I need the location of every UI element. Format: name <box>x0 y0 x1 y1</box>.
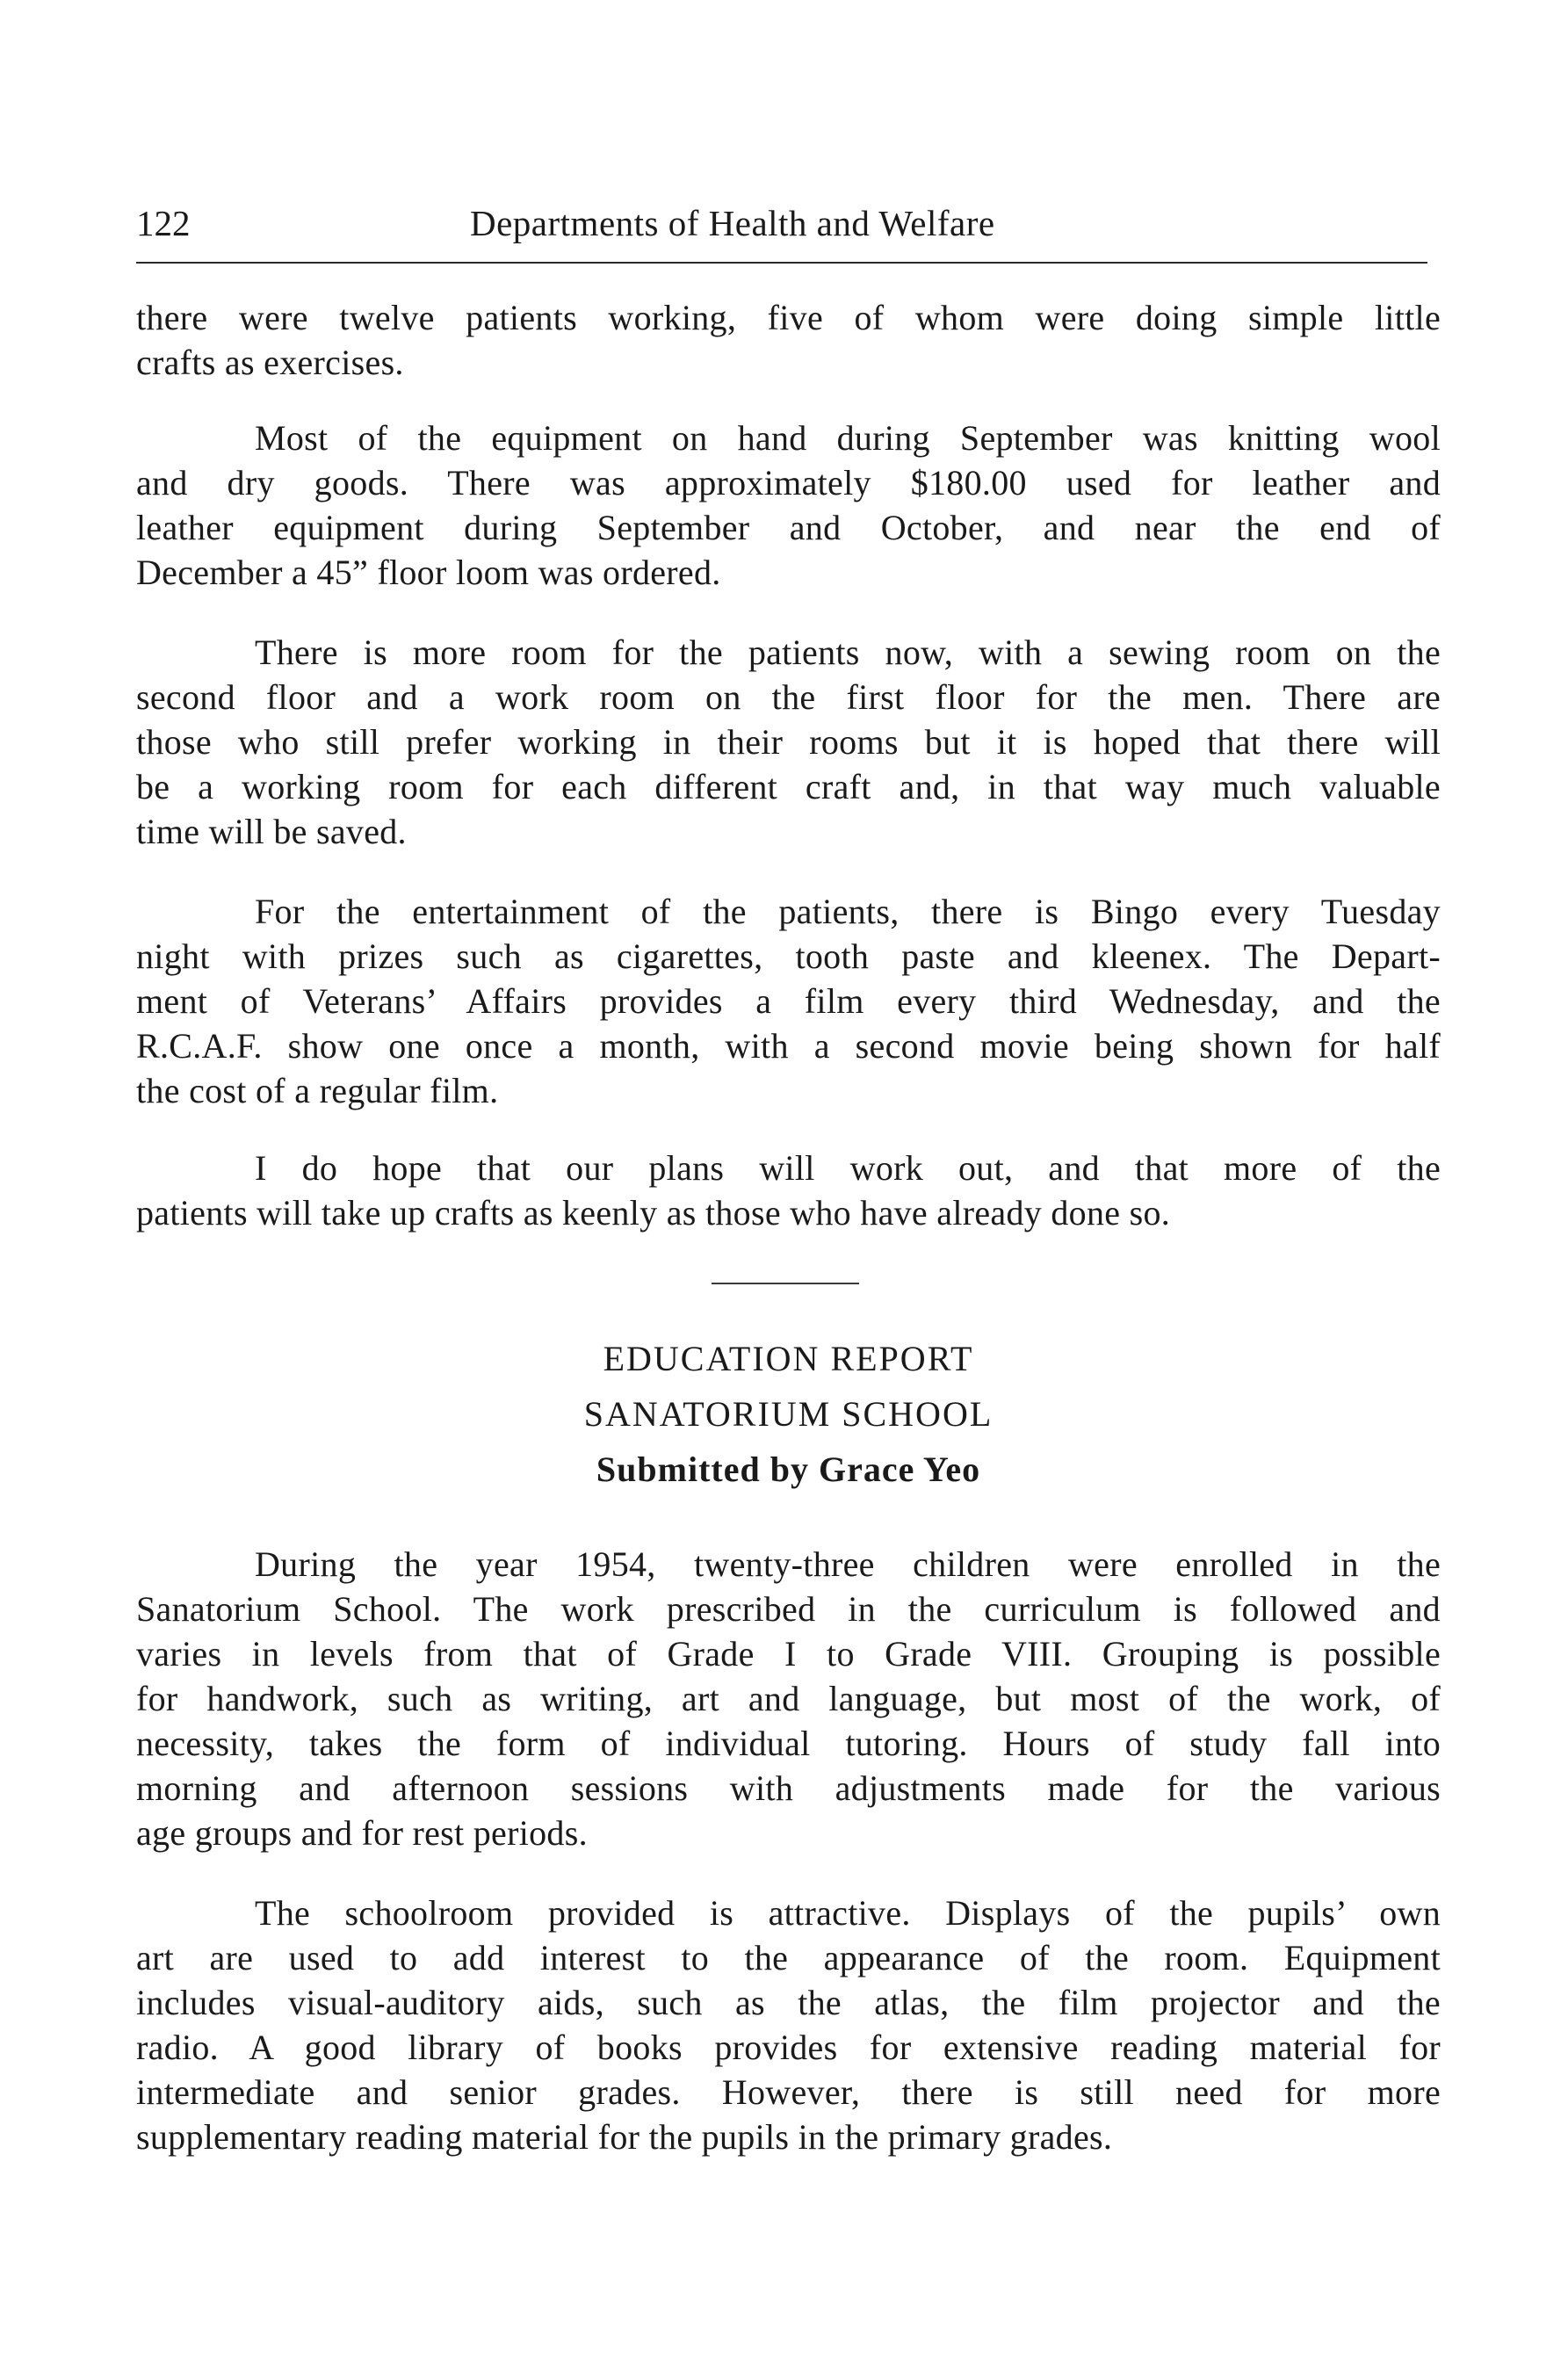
page-number: 122 <box>136 203 191 243</box>
paragraph <box>136 416 1441 595</box>
paragraph-line: those who still prefer working in their rooms but it is hoped that there will <box>136 722 1441 762</box>
paragraph <box>136 889 1441 1113</box>
paragraph-line: There is more room for the patients now, with a sewing room on the <box>255 633 1441 672</box>
paragraph-line: for handwork, such as writing, art and language, but most of the work, of <box>136 1679 1441 1718</box>
paragraph <box>136 1890 1441 2159</box>
paragraph-line: For the entertainment of the patients, there is Bingo every Tuesday <box>255 892 1441 931</box>
paragraph-line: age groups and for rest periods. <box>136 1813 588 1853</box>
paragraph-line: the cost of a regular film. <box>136 1071 499 1110</box>
header-rule <box>136 262 1427 264</box>
paragraph-line: art are used to add interest to the appearance of the room. Equipment <box>136 1938 1441 1977</box>
running-header <box>136 197 1441 249</box>
paragraph <box>136 1146 1441 1235</box>
paragraph-line: morning and afternoon sessions with adjustments made for the various <box>136 1768 1441 1808</box>
paragraph-line: varies in levels from that of Grade I to Grade VIII. Grouping is possible <box>136 1634 1441 1674</box>
section-heading: EDUCATION REPORT <box>603 1339 974 1378</box>
paragraph-line: The schoolroom provided is attractive. Displays of the pupils’ own <box>255 1893 1441 1933</box>
paragraph <box>136 630 1441 854</box>
paragraph-line: radio. A good library of books provides for extensive reading material for <box>136 2028 1441 2067</box>
paragraph-line: there were twelve patients working, five of whom were doing simple little <box>136 298 1441 337</box>
paragraph-line: includes visual-auditory aids, such as the atlas, the film projector and the <box>136 1983 1441 2022</box>
paragraph-line: R.C.A.F. show one once a month, with a second movie being shown for half <box>136 1026 1441 1066</box>
paragraph-line: December a 45” floor loom was ordered. <box>136 553 721 592</box>
paragraph-line: I do hope that our plans will work out, and that more of the <box>255 1148 1441 1188</box>
paragraph-line: During the year 1954, twenty-three children were enrolled in the <box>255 1544 1441 1584</box>
section-subheading: SANATORIUM SCHOOL <box>583 1394 994 1434</box>
paragraph-line: supplementary reading material for the pupils in the primary grades. <box>136 2117 1113 2157</box>
section-byline: Submitted by Grace Yeo <box>596 1449 981 1489</box>
paragraph-line: time will be saved. <box>136 812 407 851</box>
paragraph <box>136 1542 1441 1855</box>
paragraph-line: and dry goods. There was approximately $180.00 used for leather and <box>136 463 1441 502</box>
paragraph <box>136 295 1441 385</box>
running-header-title: Departments of Health and Welfare <box>470 203 995 243</box>
paragraph-line: Sanatorium School. The work prescribed in the curriculum is followed and <box>136 1589 1441 1629</box>
paragraph-line: Most of the equipment on hand during September was knitting wool <box>255 418 1441 458</box>
paragraph-line: night with prizes such as cigarettes, tooth paste and kleenex. The Depart- <box>136 936 1441 976</box>
paragraph-line: patients will take up crafts as keenly as those who have already done so. <box>136 1193 1171 1233</box>
paragraph-line: be a working room for each different craft and, in that way much valuable <box>136 767 1441 806</box>
paragraph-line: second floor and a work room on the first floor for the men. There are <box>136 677 1441 717</box>
paragraph-line: crafts as exercises. <box>136 343 404 382</box>
paragraph-line: necessity, takes the form of individual tutoring. Hours of study fall into <box>136 1724 1441 1763</box>
paragraph-line: ment of Veterans’ Affairs provides a film every third Wednesday, and the <box>136 981 1441 1021</box>
section-separator <box>712 1283 859 1284</box>
paragraph-line: leather equipment during September and October, and near the end of <box>136 508 1441 547</box>
paragraph-line: intermediate and senior grades. However, there is still need for more <box>136 2072 1441 2112</box>
